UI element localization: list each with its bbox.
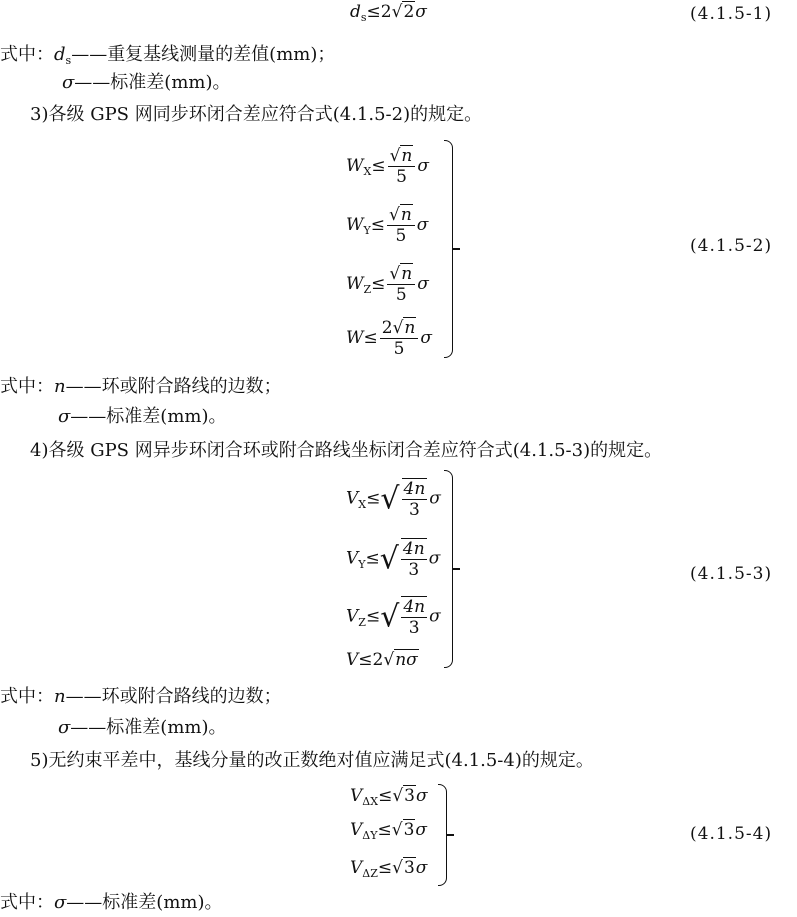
definition-3-line-2 [58, 713, 226, 739]
eq-relation: ≤ [371, 274, 386, 294]
fraction [402, 478, 428, 520]
sqrt-icon: √ [389, 264, 401, 284]
radicand: 3 [403, 820, 415, 840]
fraction-denominator: 5 [396, 167, 407, 187]
eq-variable-sub: ΔZ [362, 867, 378, 880]
definition-text: ——标准差(mm)。 [66, 892, 223, 913]
definition-text: ——环或附合路线的边数； [65, 376, 282, 397]
fraction [401, 596, 427, 638]
fraction-numerator: 4n [403, 479, 426, 499]
definition-symbol-sub: s [65, 54, 72, 67]
eq-sigma: σ [415, 858, 428, 878]
definition-symbol: σ [58, 406, 71, 427]
sqrt-icon: √ [389, 146, 401, 166]
radicand: n [404, 318, 416, 338]
radical [390, 146, 414, 166]
sqrt-icon: √ [391, 2, 403, 22]
eq4-row [350, 820, 427, 840]
eq-relation: ≤ [365, 606, 381, 627]
fraction-denominator: 3 [408, 560, 420, 580]
radical [389, 205, 413, 225]
sqrt-icon: √ [392, 786, 404, 806]
fraction-denominator: 5 [395, 285, 407, 305]
item-4-text: 4)各级 GPS 网异步环闭合环或附合路线坐标闭合差应符合式(4.1.5-3)的规定。 [30, 440, 663, 461]
definition-4-line-1 [0, 888, 222, 914]
eq-sigma: σ [415, 820, 428, 840]
eq-sigma: σ [429, 606, 441, 627]
fraction-numerator [387, 205, 415, 226]
fraction [387, 205, 415, 246]
eq-variable-sub: ΔX [362, 795, 379, 808]
fraction [387, 264, 415, 305]
definition-symbol: d [54, 44, 66, 65]
eq-variable: V [346, 548, 359, 569]
eq-relation: ≤ [371, 156, 386, 176]
sqrt-icon: √ [392, 858, 403, 878]
eq1-radical: √2 [391, 2, 415, 22]
radicand: nσ [395, 650, 418, 670]
radicand: n [400, 205, 412, 225]
definition-2-line-2 [58, 402, 226, 428]
eq-variable-sub: X [358, 497, 367, 511]
eq3-row [346, 538, 440, 580]
definition-symbol: σ [62, 72, 75, 93]
equation-number-1: (4.1.5-1) [690, 4, 773, 24]
fraction-denominator: 5 [395, 226, 407, 246]
eq-relation: ≤ [378, 786, 393, 806]
eq-variable-sub: Y [363, 224, 371, 237]
brace-tip [446, 834, 454, 836]
eq2-row [346, 205, 428, 246]
eq-relation: ≤ [366, 488, 381, 509]
eq3-row [346, 478, 441, 520]
sqrt-icon: √ [391, 820, 403, 840]
eq-variable: W [346, 274, 364, 294]
eq-variable: V [350, 820, 363, 840]
eq-variable: V [350, 786, 363, 806]
eq-relation: ≤ [377, 858, 393, 878]
eq-sigma: σ [416, 215, 429, 235]
eq-variable: V [346, 606, 359, 627]
radicand: n [401, 146, 413, 166]
definition-prefix: 式中： [0, 686, 54, 707]
radical [380, 596, 429, 638]
fraction [401, 538, 427, 580]
definition-1-line-1 [0, 40, 335, 66]
radical [380, 478, 429, 520]
radicand: 3 [403, 858, 415, 878]
fraction-denominator: 3 [408, 500, 420, 520]
definition-text: ——标准差(mm)。 [70, 717, 227, 738]
brace-tip [452, 568, 460, 570]
fraction-numerator [388, 146, 416, 167]
radicand: 3 [404, 786, 415, 806]
eq1-lhs-sub: s [360, 11, 367, 24]
equation-4-1-5-1 [350, 2, 427, 22]
eq-variable: V [346, 488, 359, 509]
eq-relation: ≤ [377, 820, 392, 840]
definition-text: ——标准差(mm)。 [70, 406, 227, 427]
eq-relation: ≤2 [358, 650, 384, 670]
eq-variable-sub: X [363, 165, 372, 178]
definition-text: ——重复基线测量的差值(mm)； [71, 44, 336, 65]
radical [389, 264, 413, 284]
eq-variable: W [346, 328, 364, 348]
eq1-relation: ≤2 [366, 2, 392, 22]
radicand: n [401, 264, 413, 284]
eq2-row [346, 318, 432, 359]
definition-1-line-2 [62, 68, 230, 94]
eq-variable-sub: ΔY [362, 829, 378, 842]
eq-sigma: σ [429, 488, 441, 509]
eq2-row [346, 264, 429, 305]
equation-number-3: (4.1.5-3) [690, 564, 773, 584]
equation-number-2: (4.1.5-2) [690, 236, 773, 256]
eq3-row-last [346, 650, 419, 670]
radical [393, 318, 417, 338]
fraction [388, 146, 416, 187]
fraction [380, 318, 419, 359]
eq-variable: W [346, 156, 364, 176]
radical [392, 786, 416, 806]
eq3-row [346, 596, 441, 638]
definition-symbol: σ [54, 892, 67, 913]
definition-symbol: n [54, 376, 66, 397]
eq1-lhs: d [350, 2, 361, 22]
eq-relation: ≤ [363, 328, 378, 348]
eq4-row [350, 786, 428, 806]
eq4-row [350, 858, 427, 878]
eq-variable: V [346, 650, 359, 670]
definition-symbol: σ [58, 717, 71, 738]
fraction-numerator: 4n [403, 597, 426, 617]
radical [383, 650, 418, 670]
brace-tip [452, 248, 460, 250]
definition-prefix: 式中： [0, 44, 54, 65]
eq-sigma: σ [420, 328, 432, 348]
coefficient: 2 [381, 318, 393, 338]
item-3-text: 3)各级 GPS 网同步环闭合差应符合式(4.1.5-2)的规定。 [30, 104, 483, 125]
sqrt-icon: √ [389, 205, 400, 225]
eq-sigma: σ [428, 548, 441, 569]
sqrt-icon: √ [380, 481, 400, 517]
eq-relation: ≤ [370, 215, 385, 235]
definition-text: ——标准差(mm)。 [74, 72, 231, 93]
eq2-row [346, 146, 429, 187]
sqrt-icon: √ [383, 650, 395, 670]
definition-3-line-1 [0, 682, 282, 708]
definition-text: ——环或附合路线的边数； [65, 686, 282, 707]
eq-variable-sub: Z [358, 615, 366, 629]
eq-sigma: σ [417, 156, 429, 176]
fraction-denominator: 5 [393, 339, 405, 359]
item-5-text: 5)无约束平差中，基线分量的改正数绝对值应满足式(4.1.5-4)的规定。 [30, 750, 594, 771]
sqrt-icon: √ [392, 318, 404, 338]
radical [392, 820, 416, 840]
sqrt-icon: √ [379, 541, 399, 577]
eq1-sigma: σ [415, 2, 427, 22]
eq-sigma: σ [415, 786, 428, 806]
eq-variable-sub: Z [363, 283, 372, 296]
eq-relation: ≤ [365, 548, 380, 569]
sqrt-icon: √ [380, 599, 400, 635]
fraction-denominator: 3 [408, 618, 420, 638]
eq-sigma: σ [417, 274, 429, 294]
radical [392, 858, 416, 878]
eq-variable-sub: Y [358, 557, 366, 571]
eq-variable: W [346, 215, 364, 235]
fraction-numerator [380, 318, 419, 339]
fraction-numerator [387, 264, 415, 285]
definition-2-line-1 [0, 372, 282, 398]
definition-symbol: n [54, 686, 66, 707]
fraction-numerator: 4n [402, 539, 425, 559]
definition-prefix: 式中： [0, 376, 54, 397]
definition-prefix: 式中： [0, 892, 54, 913]
equation-number-4: (4.1.5-4) [690, 824, 773, 844]
eq-variable: V [350, 858, 363, 878]
radical [380, 538, 429, 580]
